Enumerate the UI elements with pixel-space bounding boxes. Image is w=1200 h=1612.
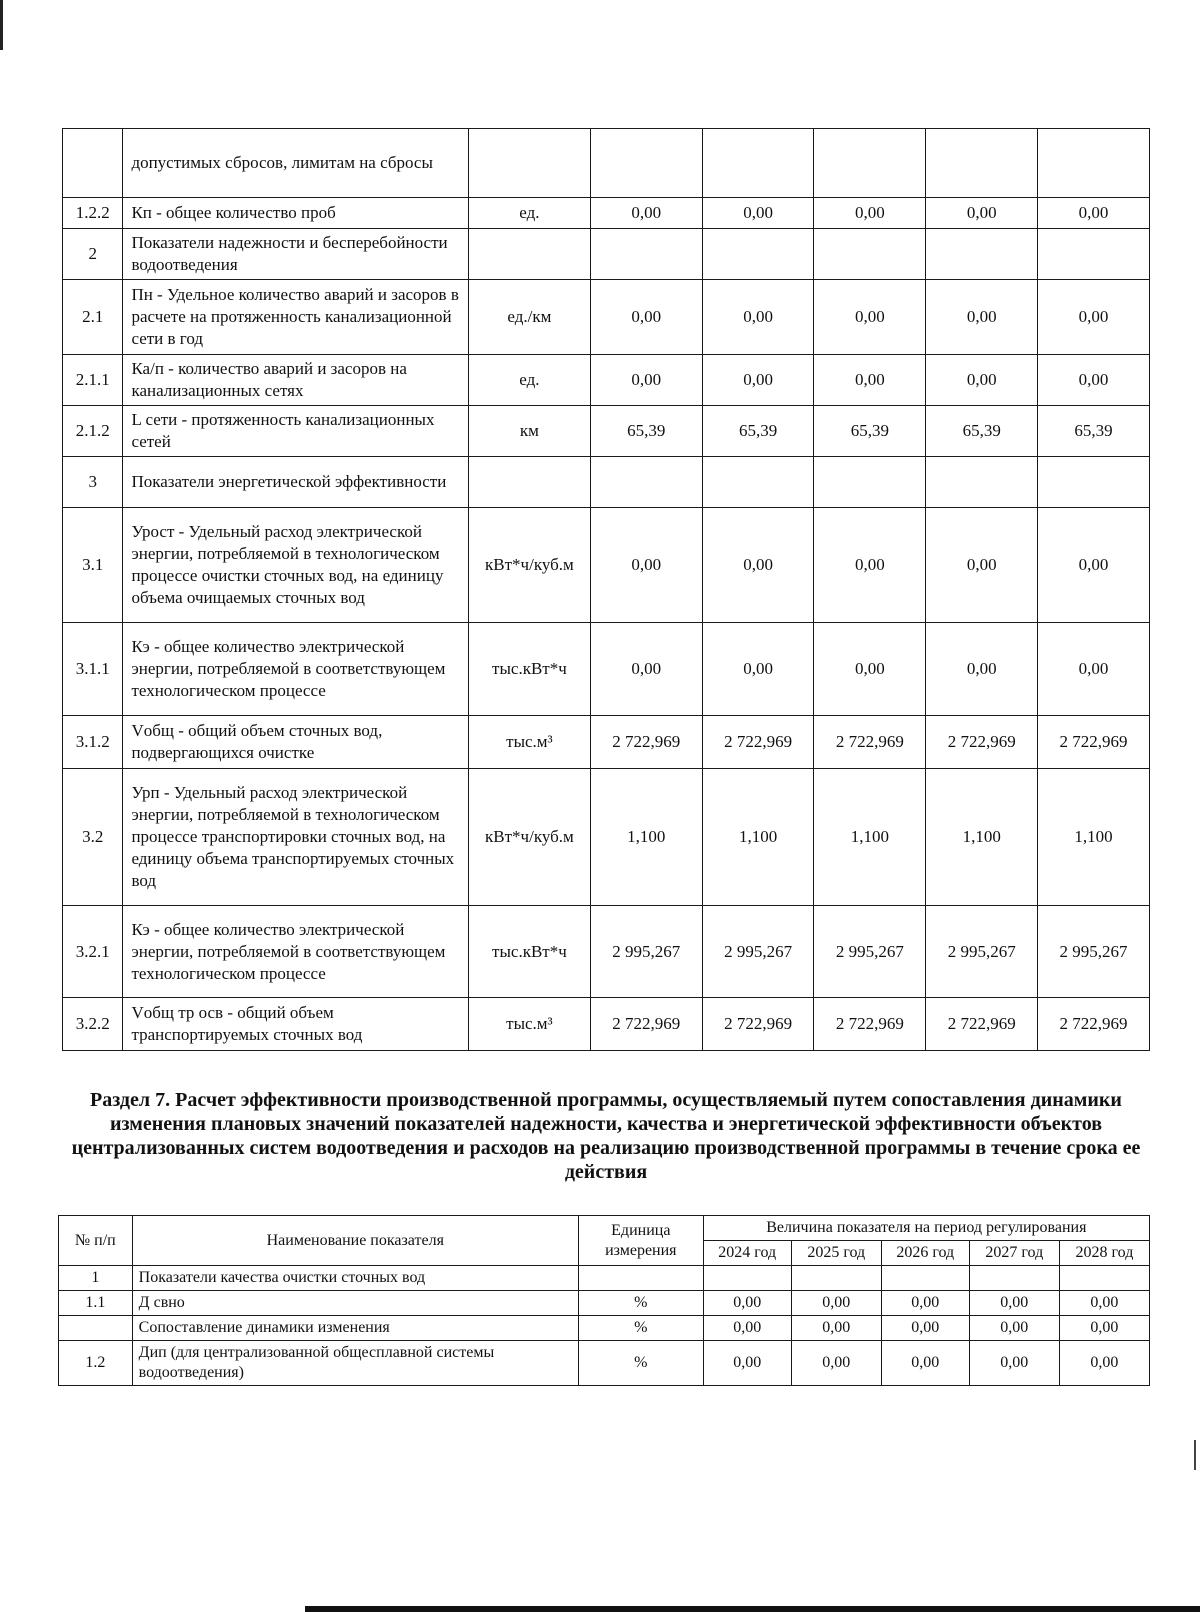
row-unit: тыс.м³ — [468, 716, 590, 769]
header-year: 2025 год — [791, 1241, 881, 1266]
row-value: 0,00 — [590, 508, 702, 623]
row-value: 0,00 — [881, 1341, 969, 1386]
row-number: 3.1 — [63, 508, 123, 623]
row-name: Ка/п - количество аварий и засоров на канализационных сетях — [123, 355, 469, 406]
row-value: 0,00 — [703, 1341, 791, 1386]
table-row — [63, 355, 1150, 406]
row-name: Показатели качества очистки сточных вод — [132, 1266, 578, 1291]
row-value: 0,00 — [969, 1316, 1059, 1341]
row-value: 2 722,969 — [926, 716, 1038, 769]
table-row — [63, 998, 1150, 1051]
row-value: 2 722,969 — [590, 716, 702, 769]
row-value: 0,00 — [969, 1291, 1059, 1316]
row-value: 65,39 — [702, 406, 814, 457]
row-value: 2 722,969 — [702, 716, 814, 769]
row-value: 0,00 — [702, 623, 814, 716]
row-number: 1 — [59, 1266, 133, 1291]
table-row — [63, 129, 1150, 198]
row-value — [1038, 129, 1150, 198]
row-number: 3.2 — [63, 769, 123, 906]
table-row — [63, 198, 1150, 229]
header-num: № п/п — [59, 1216, 133, 1266]
row-value — [702, 457, 814, 508]
row-value — [926, 129, 1038, 198]
row-number: 1.2 — [59, 1341, 133, 1386]
header-year: 2028 год — [1059, 1241, 1149, 1266]
row-number: 3.1.1 — [63, 623, 123, 716]
row-name: L сети - протяженность канализационных сетей — [123, 406, 469, 457]
row-value: 65,39 — [1038, 406, 1150, 457]
row-value: 2 722,969 — [814, 998, 926, 1051]
row-value: 0,00 — [814, 623, 926, 716]
row-unit: ед. — [468, 355, 590, 406]
row-value: 0,00 — [590, 355, 702, 406]
header-row — [59, 1216, 1150, 1241]
row-unit — [578, 1266, 703, 1291]
row-value: 2 722,969 — [1038, 716, 1150, 769]
row-value: 0,00 — [702, 508, 814, 623]
row-value: 0,00 — [791, 1316, 881, 1341]
row-name: Кэ - общее количество электрической энергии, потребляемой в соответствующем технологическом процессе — [123, 906, 469, 998]
row-value: 1,100 — [590, 769, 702, 906]
row-value: 0,00 — [702, 280, 814, 355]
table-row — [63, 623, 1150, 716]
row-value: 0,00 — [1059, 1316, 1149, 1341]
table-row — [63, 229, 1150, 280]
row-name: Дип (для централизованной общесплавной системы водоотведения) — [132, 1341, 578, 1386]
row-name: Показатели энергетической эффективности — [123, 457, 469, 508]
row-value: 2 722,969 — [814, 716, 926, 769]
row-unit: % — [578, 1341, 703, 1386]
row-value — [702, 129, 814, 198]
row-unit: % — [578, 1316, 703, 1341]
row-value: 0,00 — [1038, 355, 1150, 406]
row-number: 2.1.2 — [63, 406, 123, 457]
row-unit: кВт*ч/куб.м — [468, 769, 590, 906]
row-value: 0,00 — [1038, 198, 1150, 229]
row-value: 0,00 — [1038, 623, 1150, 716]
row-value: 0,00 — [814, 355, 926, 406]
row-unit: тыс.кВт*ч — [468, 623, 590, 716]
row-unit — [468, 129, 590, 198]
row-value: 0,00 — [590, 623, 702, 716]
row-value: 2 995,267 — [702, 906, 814, 998]
row-value: 0,00 — [590, 280, 702, 355]
row-unit — [468, 457, 590, 508]
row-number: 1.2.2 — [63, 198, 123, 229]
row-number — [63, 129, 123, 198]
row-value — [814, 229, 926, 280]
header-year: 2024 год — [703, 1241, 791, 1266]
efficiency-table-body — [59, 1266, 1150, 1386]
row-value — [926, 457, 1038, 508]
table-row — [63, 906, 1150, 998]
row-value: 2 722,969 — [926, 998, 1038, 1051]
table-row — [63, 508, 1150, 623]
indicators-table-body — [63, 129, 1150, 1051]
row-name: Пн - Удельное количество аварий и засоров в расчете на протяженность канализационной сети в год — [123, 280, 469, 355]
row-value — [1059, 1266, 1149, 1291]
row-value: 0,00 — [881, 1291, 969, 1316]
row-unit: км — [468, 406, 590, 457]
scan-edge-mark — [305, 1606, 1200, 1612]
row-number: 3 — [63, 457, 123, 508]
row-number — [59, 1316, 133, 1341]
indicators-table-continued — [62, 128, 1150, 1051]
row-value: 0,00 — [881, 1316, 969, 1341]
row-value: 0,00 — [1038, 508, 1150, 623]
row-name: Д свно — [132, 1291, 578, 1316]
row-value — [590, 457, 702, 508]
row-value: 0,00 — [702, 355, 814, 406]
row-value: 2 722,969 — [590, 998, 702, 1051]
row-value: 2 995,267 — [926, 906, 1038, 998]
row-value: 0,00 — [926, 280, 1038, 355]
row-unit: тыс.м³ — [468, 998, 590, 1051]
row-value — [791, 1266, 881, 1291]
row-value: 0,00 — [926, 508, 1038, 623]
row-unit — [468, 229, 590, 280]
table-row — [63, 457, 1150, 508]
row-number: 3.2.2 — [63, 998, 123, 1051]
row-name: Урост - Удельный расход электрической энергии, потребляемой в технологическом процессе очистки сточных вод, на единицу объема очищаемых сточных вод — [123, 508, 469, 623]
table-row — [59, 1291, 1150, 1316]
row-value: 0,00 — [703, 1316, 791, 1341]
table-row — [63, 406, 1150, 457]
row-value: 65,39 — [814, 406, 926, 457]
row-value: 0,00 — [926, 198, 1038, 229]
row-value: 2 995,267 — [1038, 906, 1150, 998]
row-number: 1.1 — [59, 1291, 133, 1316]
row-value — [1038, 229, 1150, 280]
row-value: 1,100 — [1038, 769, 1150, 906]
row-value — [814, 457, 926, 508]
table-row — [63, 280, 1150, 355]
row-value — [703, 1266, 791, 1291]
row-value: 0,00 — [969, 1341, 1059, 1386]
row-value — [702, 229, 814, 280]
row-number: 2.1 — [63, 280, 123, 355]
row-value: 0,00 — [926, 355, 1038, 406]
row-value: 2 722,969 — [702, 998, 814, 1051]
table-row — [63, 716, 1150, 769]
table-row — [63, 769, 1150, 906]
row-value: 1,100 — [702, 769, 814, 906]
row-name: Кэ - общее количество электрической энергии, потребляемой в соответствующем технологическом процессе — [123, 623, 469, 716]
row-name: допустимых сбросов, лимитам на сбросы — [123, 129, 469, 198]
row-value — [926, 229, 1038, 280]
row-value — [881, 1266, 969, 1291]
row-value: 65,39 — [590, 406, 702, 457]
row-value — [969, 1266, 1059, 1291]
table-row — [59, 1266, 1150, 1291]
row-value: 0,00 — [814, 198, 926, 229]
header-year: 2027 год — [969, 1241, 1059, 1266]
row-value: 0,00 — [703, 1291, 791, 1316]
row-name: Сопоставление динамики изменения — [132, 1316, 578, 1341]
row-value — [1038, 457, 1150, 508]
header-unit: Единица измерения — [578, 1216, 703, 1266]
table-row — [59, 1316, 1150, 1341]
scan-edge-mark — [0, 0, 3, 50]
row-value: 0,00 — [702, 198, 814, 229]
row-value: 0,00 — [590, 198, 702, 229]
row-value: 2 995,267 — [814, 906, 926, 998]
row-unit: % — [578, 1291, 703, 1316]
row-unit: тыс.кВт*ч — [468, 906, 590, 998]
header-year: 2026 год — [881, 1241, 969, 1266]
header-name: Наименование показателя — [132, 1216, 578, 1266]
row-value: 0,00 — [791, 1291, 881, 1316]
row-name: Vобщ - общий объем сточных вод, подвергающихся очистке — [123, 716, 469, 769]
row-number: 2 — [63, 229, 123, 280]
row-value — [590, 229, 702, 280]
row-value — [590, 129, 702, 198]
row-value: 0,00 — [791, 1341, 881, 1386]
row-number: 3.1.2 — [63, 716, 123, 769]
scan-edge-mark — [1194, 1440, 1196, 1470]
row-unit: ед./км — [468, 280, 590, 355]
row-value: 1,100 — [926, 769, 1038, 906]
row-value: 0,00 — [926, 623, 1038, 716]
row-name: Урп - Удельный расход электрической энергии, потребляемой в технологическом процессе транспортировки сточных вод, на единицу объема транспортируемых сточных вод — [123, 769, 469, 906]
row-value — [814, 129, 926, 198]
row-unit: кВт*ч/куб.м — [468, 508, 590, 623]
row-value: 65,39 — [926, 406, 1038, 457]
row-unit: ед. — [468, 198, 590, 229]
row-value: 0,00 — [814, 508, 926, 623]
row-value: 2 995,267 — [590, 906, 702, 998]
row-number: 3.2.1 — [63, 906, 123, 998]
row-name: Показатели надежности и бесперебойности водоотведения — [123, 229, 469, 280]
table-row — [59, 1341, 1150, 1386]
row-name: Vобщ тр осв - общий объем транспортируемых сточных вод — [123, 998, 469, 1051]
row-value: 0,00 — [814, 280, 926, 355]
header-period: Величина показателя на период регулирования — [703, 1216, 1149, 1241]
row-value: 0,00 — [1059, 1291, 1149, 1316]
efficiency-table — [58, 1215, 1150, 1386]
row-value: 0,00 — [1038, 280, 1150, 355]
row-value: 0,00 — [1059, 1341, 1149, 1386]
row-number: 2.1.1 — [63, 355, 123, 406]
row-value: 1,100 — [814, 769, 926, 906]
row-value: 2 722,969 — [1038, 998, 1150, 1051]
section-7-heading: Раздел 7. Расчет эффективности производственной программы, осуществляемый путем сопоставления динамики изменения плановых значений показателей надежности, качества и энергетической эффективности объектов централизованных систем водоотведения и расходов на реализацию производственной программы в течение срока ее действия — [71, 1089, 1141, 1183]
row-name: Кп - общее количество проб — [123, 198, 469, 229]
